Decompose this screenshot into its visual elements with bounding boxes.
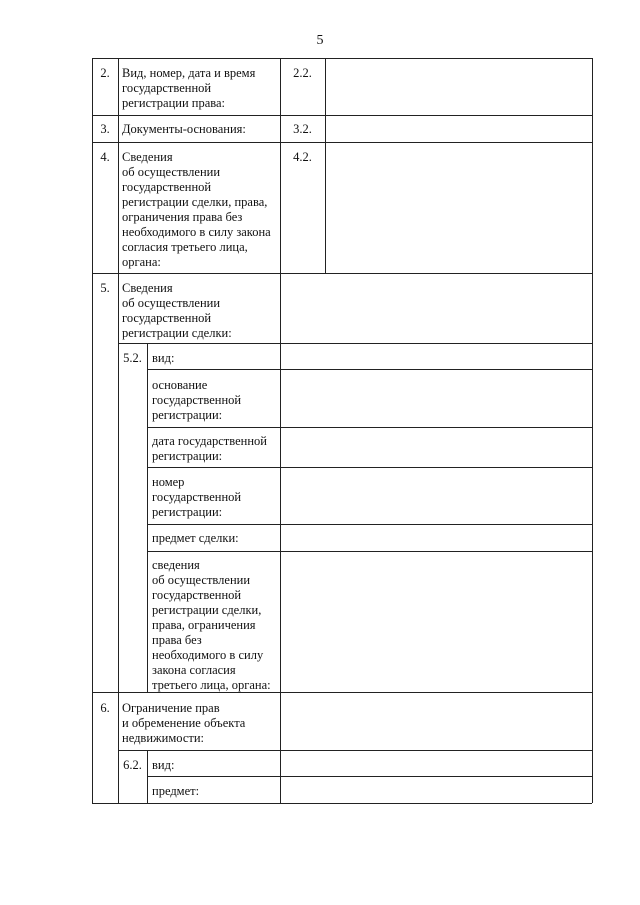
row-label: Сведения об осуществлении государственной регистрации сделки, права, ограничения права без необходимого в силу закона согласия третьего лица, органа:	[122, 150, 271, 269]
field-label: предмет сделки:	[152, 531, 239, 545]
sub-number: 6.2.	[123, 758, 142, 772]
row-subnumber: 2.2.	[293, 66, 312, 80]
row-number: 5.	[100, 281, 110, 295]
row-label: Ограничение прав и обременение объекта недвижимости:	[122, 701, 246, 745]
sub-number: 5.2.	[123, 351, 142, 365]
row-number: 3.	[100, 122, 110, 136]
field-label: сведения об осуществлении государственной регистрации сделки, права, ограничения права без необходимого в силу закона согласия третьего лица, органа:	[152, 558, 271, 692]
row-subnumber: 4.2.	[293, 150, 312, 164]
row-number: 4.	[100, 150, 110, 164]
row-number: 6.	[100, 701, 110, 715]
field-label: предмет:	[152, 784, 200, 798]
field-label: вид:	[152, 351, 175, 365]
row-label: Сведения об осуществлении государственной регистрации сделки:	[122, 281, 232, 340]
row-subnumber: 3.2.	[293, 122, 312, 136]
page-number: 5	[316, 33, 324, 48]
field-label: номер государственной регистрации:	[152, 475, 242, 519]
field-label: дата государственной регистрации:	[152, 434, 267, 463]
field-label: основание государственной регистрации:	[152, 378, 242, 422]
row-label: Документы-основания:	[122, 122, 246, 136]
field-label: вид:	[152, 758, 175, 772]
row-label: Вид, номер, дата и время государственной регистрации права:	[122, 66, 256, 110]
row-number: 2.	[100, 66, 110, 80]
